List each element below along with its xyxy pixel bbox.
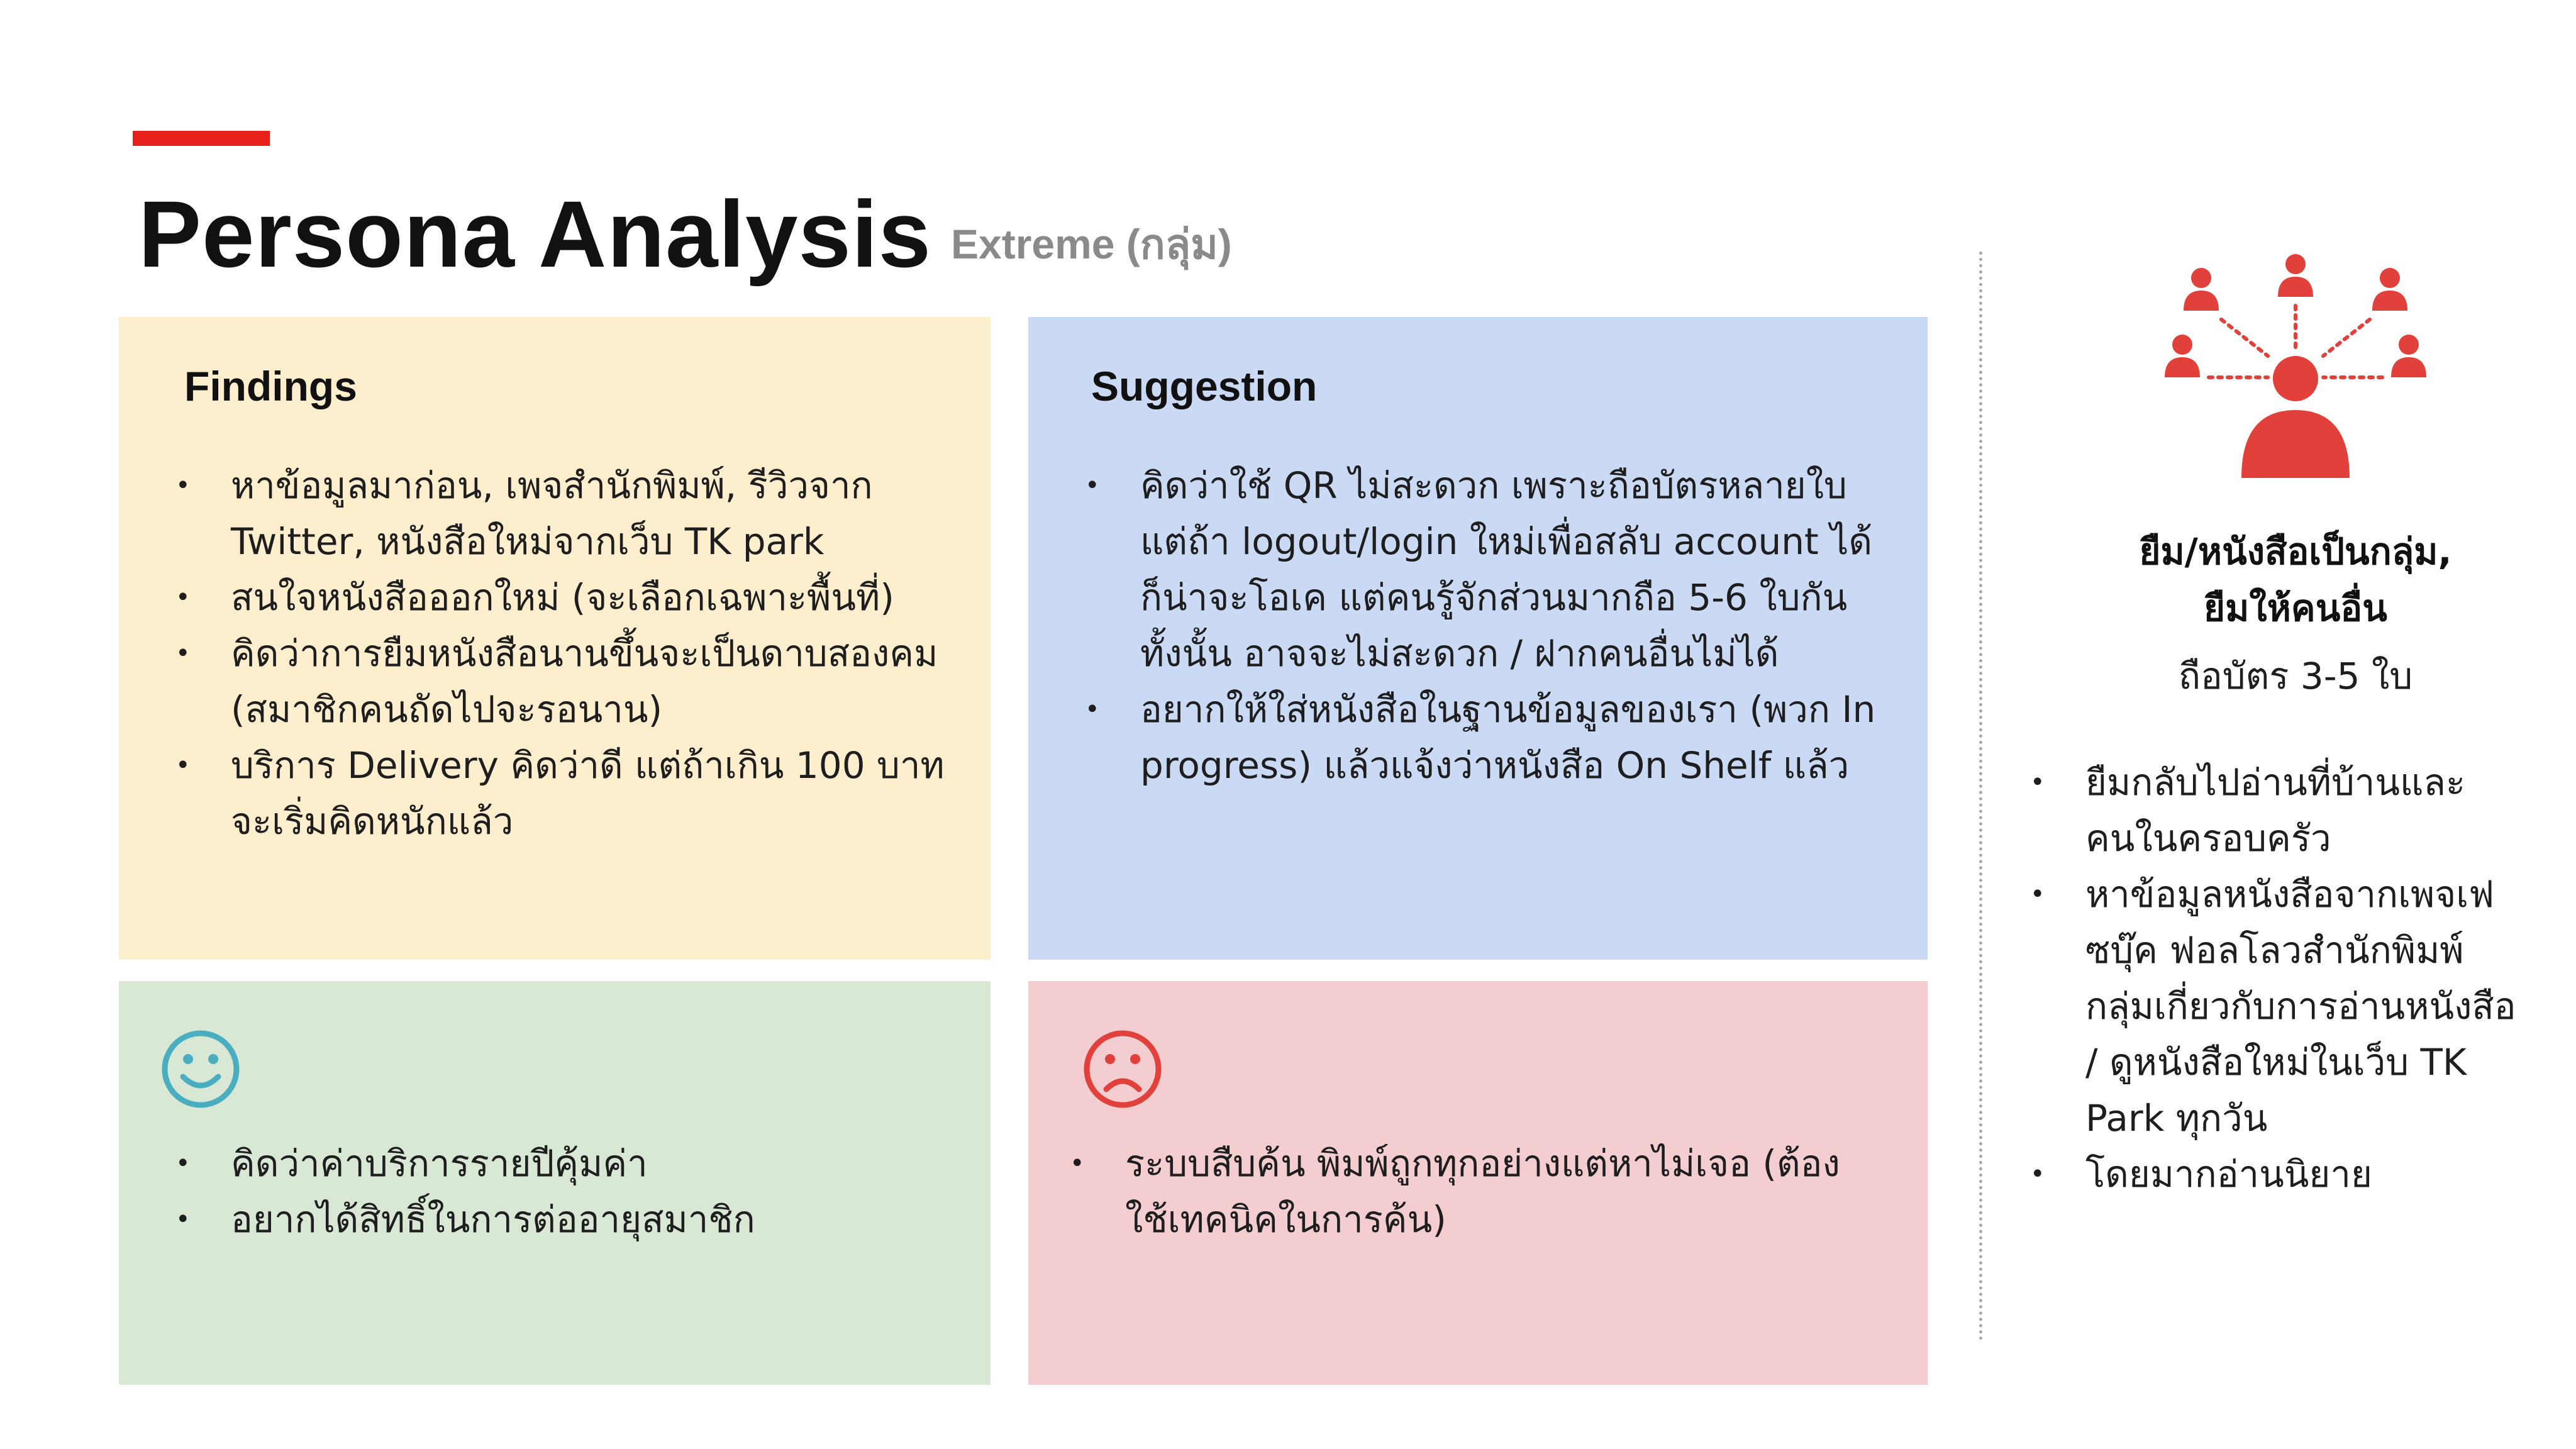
vertical-divider xyxy=(1979,252,1982,1341)
page-subtitle: Extreme (กลุ่ม) xyxy=(951,221,1232,267)
list-item: • บริการ Delivery คิดว่าดี แต่ถ้าเกิน 100 บาทจะเริ่มคิดหนักแล้ว xyxy=(175,744,945,843)
negative-list xyxy=(1070,1136,1881,1248)
list-item: • หาข้อมูลมาก่อน, เพจสำนักพิมพ์, รีวิวจาก Twitter, หนังสือใหม่จากเว็บ TK park xyxy=(175,464,873,563)
persona-list xyxy=(2030,755,2533,1202)
smiley-face-icon xyxy=(160,1029,241,1109)
group-people-icon xyxy=(2151,245,2440,484)
suggestion-list xyxy=(1085,458,1877,794)
list-item: • ระบบสืบค้น พิมพ์ถูกทุกอย่างแต่หาไม่เจอ (ต้องใช้เทคนิคในการค้น) xyxy=(1070,1142,1840,1241)
list-item: • อยากให้ใส่หนังสือในฐานข้อมูลของเรา (พวก In progress) แล้วแจ้งว่าหนังสือ On Shelf แล้ว xyxy=(1085,688,1876,787)
suggestion-heading: Suggestion xyxy=(1091,363,1318,409)
sad-face-icon xyxy=(1082,1029,1163,1109)
persona-cards-count: ถือบัตร 3-5 ใบ xyxy=(2178,655,2413,697)
findings-heading: Findings xyxy=(184,363,357,409)
list-item: • คิดว่าการยืมหนังสือนานขึ้นจะเป็นดาบสองคม (สมาชิกคนถัดไปจะรอนาน) xyxy=(175,632,938,731)
list-item: • คิดว่าค่าบริการรายปีคุ้มค่า xyxy=(175,1142,648,1185)
negative-card xyxy=(1028,981,1928,1385)
list-item: • ยืมกลับไปอ่านที่บ้านและคนในครอบครัว xyxy=(2030,761,2466,860)
list-item: • โดยมากอ่านนิยาย xyxy=(2030,1153,2372,1196)
list-item: • สนใจหนังสือออกใหม่ (จะเลือกเฉพาะพื้นที่) xyxy=(175,576,894,619)
accent-bar xyxy=(133,131,270,146)
list-item: • คิดว่าใช้ QR ไม่สะดวก เพราะถือบัตรหลายใบ แต่ถ้า logout/login ใหม่เพื่อสลับ account ได้ก็น่าจะโอเค แต่คนรู้จักส่วนมากถือ 5-6 ใบกันทั้งนั้น อาจจะไม่สะดวก / ฝากคนอื่นไม่ได้ xyxy=(1085,464,1873,675)
persona-title: ยืม/หนังสือเป็นกลุ่ม, ยืมให้คนอื่น xyxy=(2139,530,2452,630)
list-item: • หาข้อมูลหนังสือจากเพจเฟซบุ๊ค ฟอลโลวสำนักพิมพ์ กลุ่มเกี่ยวกับการอ่านหนังสือ / ดูหนังสือใหม่ในเว็บ TK Park ทุกวัน xyxy=(2030,873,2516,1140)
positive-list xyxy=(175,1136,949,1248)
suggestion-card xyxy=(1028,317,1928,960)
findings-card xyxy=(119,317,991,960)
list-item: • อยากได้สิทธิ์ในการต่ออายุสมาชิก xyxy=(175,1198,755,1241)
page-title: Persona Analysis xyxy=(138,181,932,287)
findings-list xyxy=(175,458,949,850)
positive-card xyxy=(119,981,991,1385)
